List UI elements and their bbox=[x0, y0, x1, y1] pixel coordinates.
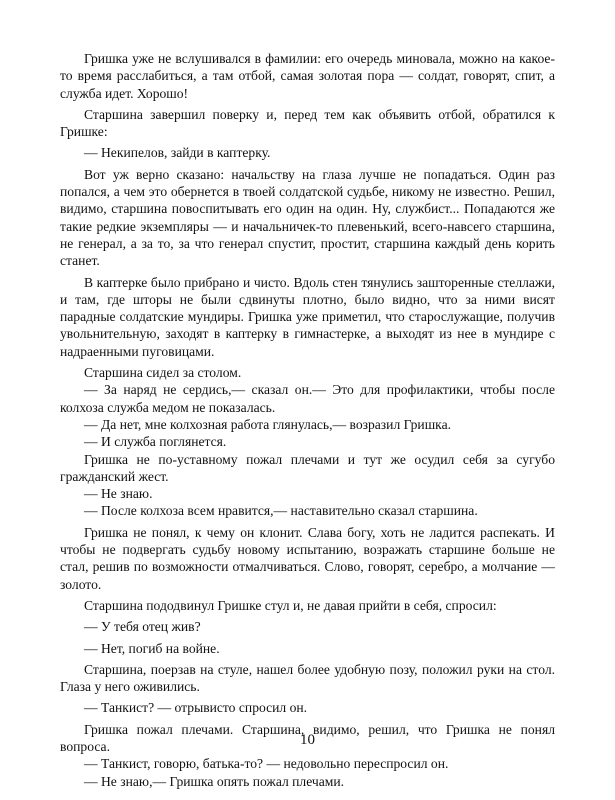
paragraph-9: — И служба поглянется. bbox=[84, 434, 227, 450]
paragraph-16: — Нет, погиб на войне. bbox=[84, 640, 220, 656]
paragraph-10: Гришка не по-уставному пожал плечами и тут же осудил себя за сугубо гражданский жест. bbox=[60, 451, 555, 484]
paragraph-21: — Не знаю,— Гришка опять пожал плечами. bbox=[84, 773, 345, 789]
paragraph-20: — Танкист, говорю, батька-то? — недовольно переспросил он. bbox=[84, 756, 449, 772]
page-body bbox=[60, 50, 555, 790]
paragraph-13: Гришка не понял, к чему он клонит. Слава богу, хоть не ладится распекать. И чтобы не подвергать судьбу новому испытанию, возражать старшине больше не стал, решив по возможности отмалчиваться. Слово, говорят, серебро, а молчание — золото. bbox=[60, 524, 555, 592]
paragraph-7: — За наряд не сердись,— сказал он.— Это для профилактики, чтобы после колхоза служба медом не показалась. bbox=[60, 382, 555, 415]
paragraph-8: — Да нет, мне колхозная работа глянулась,— возразил Гришка. bbox=[84, 416, 452, 432]
paragraph-18: — Танкист? — отрывисто спросил он. bbox=[84, 700, 308, 716]
paragraph-4: Вот уж верно сказано: начальству на глаза лучше не попадаться. Один раз попался, а чем это обернется в твоей солдатской судьбе, никому не известно. Решил, видимо, старшина повоспитывать его один на один. Ну, службист... Попадаются же такие редкие экземпляры — и начальничек-то плевенький, всего-навсего старшина, не генерал, а за то, за что генерал спустит, простит, старшина каждый день корить станет. bbox=[60, 166, 555, 269]
paragraph-2: Старшина завершил поверку и, перед тем как объявить отбой, обратился к Гришке: bbox=[60, 106, 555, 140]
paragraph-3: — Некипелов, зайди в каптерку. bbox=[84, 145, 271, 161]
paragraph-15: — У тебя отец жив? bbox=[84, 619, 201, 635]
page-number: 10 bbox=[300, 732, 315, 748]
paragraph-11: — Не знаю. bbox=[84, 486, 153, 502]
paragraph-14: Старшина пододвинул Гришке стул и, не давая прийти в себя, спросил: bbox=[84, 597, 497, 613]
paragraph-17: Старшина, поерзав на стуле, нашел более удобную позу, положил руки на стол. Глаза у него оживились. bbox=[60, 661, 555, 695]
paragraph-1: Гришка уже не вслушивался в фамилии: его очередь миновала, можно на какое-то время расслабиться, а там отбой, самая золотая пора — солдат, говорят, спит, а служба идет. Хорошо! bbox=[60, 51, 555, 101]
paragraph-6: Старшина сидел за столом. bbox=[84, 365, 242, 381]
paragraph-5: В каптерке было прибрано и чисто. Вдоль стен тянулись зашторенные стеллажи, и там, где шторы не были сдвинуты плотно, было видно, что за ними висят парадные солдатские мундиры. Гришка уже приметил, что старослужащие, получив увольнительную, заходят в каптерку в гимнастерке, а выходят из нее в мундире с надраенными пуговицами. bbox=[60, 274, 555, 359]
paragraph-12: — После колхоза всем нравится,— наставительно сказал старшина. bbox=[84, 503, 478, 519]
paragraph-19: Гришка пожал плечами. Старшина, видимо, решил, что Гришка не понял вопроса. bbox=[60, 721, 555, 754]
